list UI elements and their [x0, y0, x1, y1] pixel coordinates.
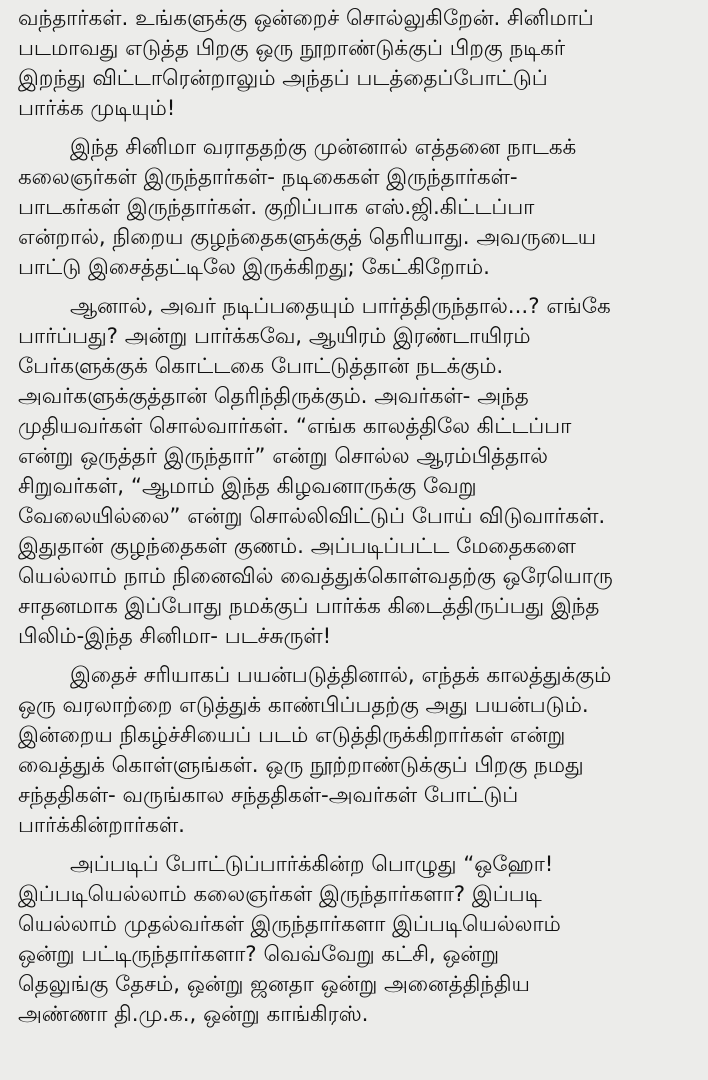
text-line: வேலையில்லை” என்று சொல்லிவிட்டுப் போய் விடுவார்கள். — [18, 504, 606, 529]
text-line: சந்ததிகள்- வருங்கால சந்ததிகள்-அவர்கள் போட்டுப் — [18, 783, 519, 808]
paragraph-3 — [18, 292, 694, 652]
text-line: ஒரு வரலாற்றை எடுத்துக் காண்பிப்பதற்கு அது பயன்படும். — [18, 693, 589, 718]
text-line: என்று ஒருத்தர் இருந்தார்” என்று சொல்ல ஆரம்பித்தால் — [18, 444, 548, 469]
text-line: முதியவர்கள் சொல்வார்கள். “எங்க காலத்திலே கிட்டப்பா — [18, 414, 572, 439]
text-line: இன்றைய நிகழ்ச்சியைப் படம் எடுத்திருக்கிறார்கள் என்று — [18, 723, 566, 748]
text-line: பார்க்க முடியும்! — [18, 96, 176, 121]
text-line: சிறுவர்கள், “ஆமாம் இந்த கிழவனாருக்கு வேறு — [18, 474, 477, 499]
text-line: வந்தார்கள். உங்களுக்கு ஒன்றைச் சொல்லுகிறேன். சினிமாப் — [18, 6, 594, 31]
text-line: அப்படிப் போட்டுப்பார்க்கின்ற பொழுது “ஒஹோ! — [70, 852, 554, 877]
text-line: பேர்களுக்குக் கொட்டகை போட்டுத்தான் நடக்கும். — [18, 354, 504, 379]
text-line: வைத்துக் கொள்ளுங்கள். ஒரு நூற்றாண்டுக்குப் பிறகு நமது — [18, 753, 584, 778]
paragraph-2 — [18, 133, 694, 283]
text-line: தெலுங்கு தேசம், ஒன்று ஜனதா ஒன்று அனைத்திந்திய — [18, 972, 530, 997]
text-line: என்றால், நிறைய குழந்தைகளுக்குத் தெரியாது. அவருடைய — [18, 225, 597, 250]
text-line: இந்த சினிமா வராததற்கு முன்னால் எத்தனை நாடகக் — [70, 135, 577, 160]
text-line: இதுதான் குழந்தைகள் குணம். அப்படிப்பட்ட மேதைகளை — [18, 534, 576, 559]
text-line: அண்ணா தி.மு.க., ஒன்று காங்கிரஸ். — [18, 1002, 369, 1027]
paragraph-1 — [18, 4, 694, 124]
text-line: யெல்லாம் நாம் நினைவில் வைத்துக்கொள்வதற்கு ஒரேயொரு — [18, 564, 613, 589]
text-line: பார்ப்பது? அன்று பார்க்கவே, ஆயிரம் இரண்டாயிரம் — [18, 324, 531, 349]
text-line: கலைஞர்கள் இருந்தார்கள்- நடிகைகள் இருந்தார்கள்- — [18, 165, 518, 190]
text-line: யெல்லாம் முதல்வர்கள் இருந்தார்களா இப்படியெல்லாம் — [18, 912, 561, 937]
paragraph-4 — [18, 661, 694, 841]
text-line: பாட்டு இசைத்தட்டிலே இருக்கிறது; கேட்கிறோம். — [18, 255, 490, 280]
text-line: ஒன்று பட்டிருந்தார்களா? வெவ்வேறு கட்சி, ஒன்று — [18, 942, 499, 967]
text-line: அவர்களுக்குத்தான் தெரிந்திருக்கும். அவர்கள்- அந்த — [18, 384, 529, 409]
text-line: இறந்து விட்டாரென்றாலும் அந்தப் படத்தைப்போட்டுப் — [18, 66, 548, 91]
text-line: பிலிம்-இந்த சினிமா- படச்சுருள்! — [18, 624, 332, 649]
text-line: ஆனால், அவர் நடிப்பதையும் பார்த்திருந்தால்...? எங்கே — [70, 294, 611, 319]
text-line: இப்படியெல்லாம் கலைஞர்கள் இருந்தார்களா? இப்படி — [18, 882, 542, 907]
text-line: பார்க்கின்றார்கள். — [18, 813, 185, 838]
text-line: பாடகர்கள் இருந்தார்கள். குறிப்பாக எஸ்.ஜி.கிட்டப்பா — [18, 195, 535, 220]
text-line: சாதனமாக இப்போது நமக்குப் பார்க்க கிடைத்திருப்பது இந்த — [18, 594, 600, 619]
text-line: இதைச் சரியாகப் பயன்படுத்தினால், எந்தக் காலத்துக்கும் — [70, 663, 612, 688]
paragraph-5 — [18, 850, 694, 1030]
text-line: படமாவது எடுத்த பிறகு ஒரு நூறாண்டுக்குப் பிறகு நடிகர் — [18, 36, 566, 61]
